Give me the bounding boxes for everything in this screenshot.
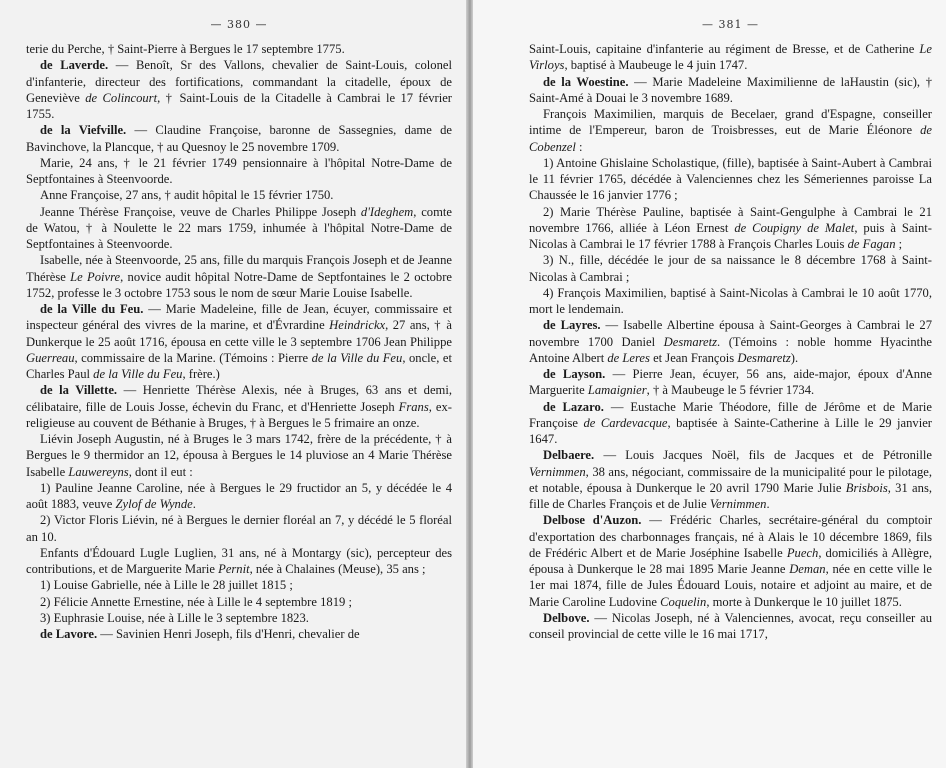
family-name-heading: de Layson. (543, 367, 606, 381)
text-segment: Marie, 24 ans, † le 21 février 1749 pensionnaire à l'hôpital Notre-Dame de Septfontaines à Steenvoorde. (26, 155, 452, 186)
text-segment: — Benoît, Sr des Vallons, chevalier de Saint-Louis, colonel d'infanterie, directeur des fortifications, commandant la citadelle, époux de Geneviève (26, 58, 452, 105)
italic-name: Vernimmen (709, 497, 767, 511)
entry-paragraph (26, 626, 452, 642)
text-segment: , novice audit hôpital Notre-Dame de Septfontaines le 2 octobre 1752, professe le 3 octobre 1753 sous le nom de sœur Marie Louise Isabelle. (26, 269, 452, 300)
text-segment: 1) Pauline Jeanne Caroline, née à Bergues le 29 fructidor an 5, y décédée le 4 août 1883, veuve (26, 480, 452, 511)
text-segment: , baptisée à Sainte-Catherine à Lille le 29 janvier 1647. (529, 415, 932, 446)
italic-name: Brisbois (845, 480, 888, 495)
text-segment: , oncle, et Charles Paul (26, 350, 452, 381)
text-segment: , baptisé à Maubeuge le 4 juin 1747. (564, 58, 748, 73)
entry-paragraph (529, 512, 932, 610)
entry-paragraph (26, 252, 452, 301)
entry-paragraph (26, 122, 452, 155)
entry-paragraph (26, 545, 452, 578)
entry-paragraph (529, 41, 932, 74)
list-item (26, 610, 452, 626)
family-name-heading: de Layres. (543, 318, 601, 333)
text-segment: , née à Chalaines (Meuse), 35 ans ; (249, 562, 426, 576)
text-segment: Enfants d'Édouard Lugle Luglien, 31 ans, né à Montargy (sic), percepteur des contributions, et de Marguerite Marie (26, 545, 452, 576)
text-segment: terie du Perche, † Saint-Pierre à Bergues le 17 septembre 1775. (26, 42, 345, 56)
entry-paragraph (26, 382, 452, 431)
entry-paragraph (529, 317, 932, 366)
entry-paragraph (529, 204, 932, 253)
text-segment: , domiciliés à Allègre, épousa à Dunkerque le 28 mai 1895 Marie Jeanne (529, 545, 932, 576)
text-segment: . (Témoins : noble homme Hyacinthe Antoine Albert (529, 334, 932, 365)
text-segment: , ex-religieuse au couvent de Béthanie à Bruges, † à Bergues le 5 frimaire an onze. (26, 399, 452, 430)
entry-paragraph (529, 366, 932, 399)
text-segment: — Marie Madeleine, fille de Jean, écuyer, commissaire et inspecteur général des vivres de la marine, et d'Évrardine (26, 302, 452, 333)
page-number: — 380 — (210, 18, 268, 31)
text-segment: — Eustache Marie Théodore, fille de Jérôme et de Marie Françoise (529, 399, 932, 430)
entry-paragraph (26, 301, 452, 382)
page-body (529, 41, 932, 642)
text-segment: . (766, 497, 770, 511)
text-segment: Jeanne Thérèse Françoise, veuve de Charles Philippe Joseph (40, 204, 361, 219)
entry-paragraph (26, 155, 452, 188)
text-segment: , dont il eut : (128, 464, 193, 479)
text-segment: — Claudine Françoise, baronne de Sassegnies, dame de Bavinchove, la Plancque, † au Quesnoy le 25 novembre 1709. (26, 123, 452, 154)
list-item (26, 577, 452, 593)
text-segment: , 27 ans, † à Dunkerque le 25 août 1716, épousa en cette ville le 3 septembre 1706 Jean Philippe (26, 318, 452, 349)
italic-name: Desmaretz (737, 350, 791, 365)
text-segment: : (575, 139, 583, 154)
italic-name: Le Virloys (529, 42, 932, 73)
text-segment: , morte à Dunkerque le 10 juillet 1875. (706, 594, 902, 609)
text-segment: , † Saint-Louis de la Citadelle à Cambrai le 17 février 1755. (26, 90, 452, 121)
family-name-heading: de la Villette. (40, 383, 118, 398)
text-segment: 2) Victor Floris Liévin, né à Bergues le dernier floréal an 7, y décédé le 5 floréal an 10. (26, 513, 452, 544)
italic-name: d'Ideghem (360, 204, 414, 219)
italic-name: Deman (789, 562, 826, 576)
text-segment: , née en cette ville le 1er mai 1874, fille de Jules Édouard Louis, notaire et adjoint au maire, et de Marie Caroline Ludovine (529, 562, 932, 609)
text-segment: 1) Antoine Ghislaine Scholastique, (fille), baptisée à Saint-Aubert à Cambrai le 11 février 1765, décédée à Valenciennes chez les Sémeriennes paroisse La Chaussée le 16 janvier 1776 ; (529, 155, 932, 203)
family-name-heading: Delbaere. (543, 448, 595, 463)
family-name-heading: de Lavore. (40, 627, 98, 641)
entry-paragraph (26, 57, 452, 122)
italic-name: de Fagan (847, 237, 896, 251)
italic-name: de Leres (607, 350, 650, 365)
entry-paragraph (529, 252, 932, 285)
text-segment: , comte de Watou, † à Noulette le 22 mars 1759, inhumée à l'hôpital Notre-Dame de Septfontaines à Steenvoorde. (26, 204, 452, 251)
text-segment: , commissaire de la Marine. (Témoins : Pierre (74, 350, 312, 365)
italic-name: de Cobenzel (529, 123, 932, 154)
italic-name: Lauwereyns (68, 464, 129, 479)
entry-paragraph (26, 204, 452, 253)
entry-paragraph (529, 106, 932, 155)
entry-paragraph (529, 447, 932, 512)
italic-name: Coquelin (660, 594, 707, 609)
family-name-heading: de Lazaro. (543, 399, 604, 414)
italic-name: Heindrickx (329, 318, 386, 333)
italic-name: Vernimmen (529, 464, 586, 479)
family-name-heading: de la Ville du Feu. (40, 302, 144, 316)
entry-paragraph (529, 155, 932, 204)
text-segment: François Maximilien, marquis de Becelaer, grand d'Espagne, conseiller intime de l'Empereur, baron de Troisbresses, eut de Marie Éléonore (529, 107, 932, 138)
right-page (473, 0, 946, 768)
text-segment: 2) Félicie Annette Ernestine, née à Lille le 4 septembre 1819 ; (40, 594, 352, 609)
text-segment: — Savinien Henri Joseph, fils d'Henri, chevalier de (97, 627, 360, 641)
entry-paragraph (26, 41, 452, 57)
italic-name: Puech (786, 545, 819, 560)
entry-paragraph (26, 512, 452, 545)
text-segment: 3) Euphrasie Louise, née à Lille le 3 septembre 1823. (40, 610, 309, 625)
italic-name: Pernit (218, 562, 250, 576)
text-segment: , † à Maubeuge le 5 février 1734. (646, 383, 815, 398)
text-segment: — Louis Jacques Noël, fils de Jacques et de Pétronille (594, 448, 932, 463)
text-segment: , 38 ans, négociant, commissaire de la municipalité pour le pilotage, et notable, épousa à Dunkerque le 20 avril 1790 Marie Julie (529, 464, 932, 495)
italic-name: de Colincourt (85, 90, 158, 105)
text-segment: ; (895, 237, 903, 251)
text-segment: ). (790, 350, 799, 365)
entry-paragraph (529, 74, 932, 107)
text-segment: 2) Marie Thérèse Pauline, baptisée à Saint-Gengulphe à Cambrai le 21 novembre 1766, alliée à Léon Ernest (529, 204, 932, 235)
text-segment: Saint-Louis, capitaine d'infanterie au régiment de Bresse, et de Catherine (529, 42, 920, 56)
text-segment: Liévin Joseph Augustin, né à Bruges le 3 mars 1742, frère de la précédente, † à Bergues le 9 thermidor an 12, épousa à Bergues le 14 pluviose an 4 Marie Thérèse Isabelle (26, 432, 452, 479)
entry-paragraph (26, 431, 452, 480)
text-segment: — Henriette Thérèse Alexis, née à Bruges, 63 ans et demi, célibataire, fille de Louis Josse, échevin du Franc, et d'Henriette Joseph (26, 383, 452, 414)
text-segment: , puis à Saint-Nicolas à Cambrai le 17 février 1788 à François Charles Louis (529, 220, 932, 251)
page-body (26, 41, 452, 642)
italic-name: Le Poivre (70, 269, 121, 284)
text-segment: , frère.) (182, 367, 220, 381)
italic-name: Guerreau (26, 350, 75, 365)
entry-paragraph (529, 399, 932, 448)
text-segment: — Pierre Jean, écuyer, 56 ans, aide-major, époux d'Anne Marguerite (529, 367, 932, 398)
italic-name: de Cardevacque (583, 415, 668, 430)
text-segment: Anne Françoise, 27 ans, † audit hôpital le 15 février 1750. (40, 188, 334, 203)
text-segment: 3) N., fille, décédée le jour de sa naissance le 8 décembre 1768 à Saint-Nicolas à Cambrai ; (529, 253, 932, 284)
text-segment: — Marie Madeleine Maximilienne de laHaustin (sic), † Saint-Amé à Douai le 3 novembre 1689. (529, 74, 932, 105)
text-segment: — Frédéric Charles, secrétaire-général du comptoir d'exportation des charbonnages français, né à Alais le 10 décembre 1869, fils de Frédéric Albert et de Marie Joséphine Isabelle (529, 513, 933, 560)
family-name-heading: de la Woestine. (543, 74, 629, 89)
text-segment: , 31 ans, fille de Charles François et de Julie (529, 480, 932, 511)
italic-name: de Coupigny de Malet (734, 220, 855, 235)
italic-name: Zylof de Wynde (115, 497, 193, 511)
text-segment: — Isabelle Albertine épousa à Saint-Georges à Cambrai le 27 novembre 1700 Daniel (529, 318, 932, 349)
italic-name: Lamaignier (587, 383, 647, 398)
italic-name: de la Ville du Feu (93, 367, 183, 381)
left-page (0, 0, 468, 768)
text-segment: et Jean François (649, 350, 738, 365)
italic-name: Desmaretz (663, 334, 718, 349)
entry-paragraph (529, 610, 932, 643)
entry-paragraph (26, 187, 452, 203)
entry-paragraph (26, 480, 452, 513)
family-name-heading: Delbove. (543, 610, 590, 625)
text-segment: Isabelle, née à Steenvoorde, 25 ans, fille du marquis François Joseph et de Jeanne Thérèse (26, 253, 452, 284)
italic-name: de la Ville du Feu (311, 350, 403, 365)
list-item (26, 594, 452, 610)
text-segment: . (192, 497, 196, 511)
family-name-heading: Delbose d'Auzon. (543, 513, 642, 528)
text-segment: — Nicolas Joseph, né à Valenciennes, avocat, reçu conseiller au conseil provincial de cette ville le 16 mai 1717, (529, 610, 932, 641)
family-name-heading: de la Viefville. (40, 123, 127, 138)
entry-paragraph (529, 285, 932, 318)
text-segment: 1) Louise Gabrielle, née à Lille le 28 juillet 1815 ; (40, 578, 293, 593)
family-name-heading: de Laverde. (40, 58, 109, 73)
italic-name: Frans (398, 399, 429, 414)
page-number: — 381 — (702, 18, 759, 31)
text-segment: 4) François Maximilien, baptisé à Saint-Nicolas à Cambrai le 10 août 1770, mort le lendemain. (529, 285, 932, 316)
